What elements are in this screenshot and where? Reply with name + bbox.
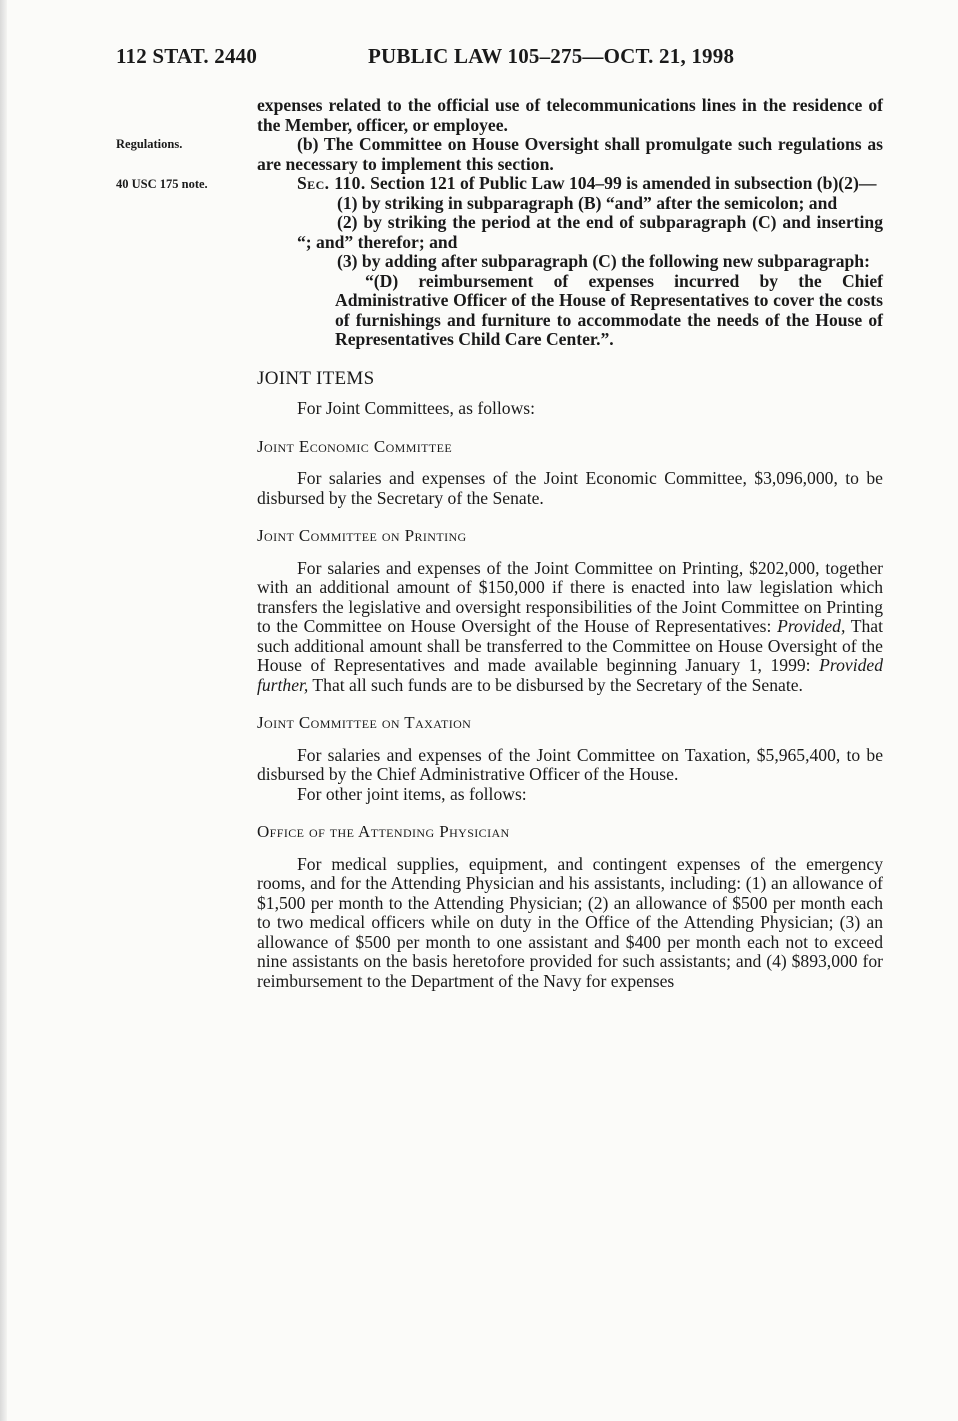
margin-note-regulations: Regulations. [116,137,183,151]
printing-text-3: That all such funds are to be disbursed by the Secretary of the Senate. [312,674,803,695]
heading-joint-economic-committee: Joint Economic Committee [257,436,453,456]
continuation-paragraph: expenses related to the official use of telecommunications lines in the residence of the Member, officer, or employee. [257,95,883,135]
provided-further-clause: Provided further, [257,655,884,695]
paragraph-b: (b) The Committee on House Oversight shall promulgate such regulations as are necessary to implement this section. [257,134,883,174]
amendment-item-1: (1) by striking in subparagraph (B) “and” after the semicolon; and [337,192,838,213]
other-joint-items-intro: For other joint items, as follows: [297,783,527,804]
heading-joint-committee-printing: Joint Committee on Printing [257,526,467,545]
section-110-paragraph [257,174,883,194]
quoted-subparagraph-d: “(D) reimbursement of expenses incurred by the Chief Administrative Officer of the House of Representatives to cover the costs of furnishings and furniture to accommodate the needs of the House of Representatives Child Care Center.”. [335,270,883,349]
printing-text-2: That such additional amount shall be transferred to the Committee on House Oversight of the House of Representatives and made available beginning January 1, 1999: [257,616,883,675]
margin-note-usc: 40 USC 175 note. [116,177,208,191]
section-110-text: Section 121 of Public Law 104–99 is amended in subsection (b)(2)— [370,173,877,193]
amendment-item-3: (3) by adding after subparagraph (C) the following new subparagraph: [337,251,870,271]
page-reference: 112 STAT. 2440 [116,44,258,68]
printing-text-1: For salaries and expenses of the Joint Committee on Printing, $202,000, together with an additional amount of $150,000 if there is enacted into law legislation which transfers the legislative and oversight responsibilities of the Joint Committee on Printing to the Committee on House Oversight of the House of Representatives: [257,557,883,636]
section-110-block [257,96,883,350]
joint-economic-committee-text: For salaries and expenses of the Joint Economic Committee, $3,096,000, to be disbursed by the Secretary of the Senate. [257,468,883,508]
joint-committee-taxation-text: For salaries and expenses of the Joint Committee on Taxation, $5,965,400, to be disbursed by the Chief Administrative Officer of the House. [257,744,883,784]
heading-attending-physician: Office of the Attending Physician [257,822,510,841]
joint-committees-intro: For Joint Committees, as follows: [297,398,536,418]
joint-items-heading: JOINT ITEMS [257,367,375,389]
joint-committee-printing-text [257,559,883,696]
page-edge-shadow [0,0,7,1421]
law-title: PUBLIC LAW 105–275—OCT. 21, 1998 [368,44,735,68]
section-label: Sec. 110. [297,173,366,193]
main-text-column [257,96,883,991]
provided-clause: Provided, [777,616,846,636]
attending-physician-text: For medical supplies, equipment, and contingent expenses of the emergency rooms, and for the Attending Physician and his assistants, including: (1) an allowance of $1,500 per month to the Attending Physician; (2) an allowance of $500 per month each to two medical officers while on duty in the Office of the Attending Physician; (3) an allowance of $500 per month to one assistant and $400 per month each not to exceed nine assistants on the basis heretofore provided for such assistants; and (4) $893,000 for reimbursement to the Department of the Navy for expenses [257,853,883,991]
heading-joint-committee-taxation: Joint Committee on Taxation [257,713,472,732]
amendment-item-2: (2) by striking the period at the end of subparagraph (C) and inserting “; and” therefor; and [297,212,883,252]
